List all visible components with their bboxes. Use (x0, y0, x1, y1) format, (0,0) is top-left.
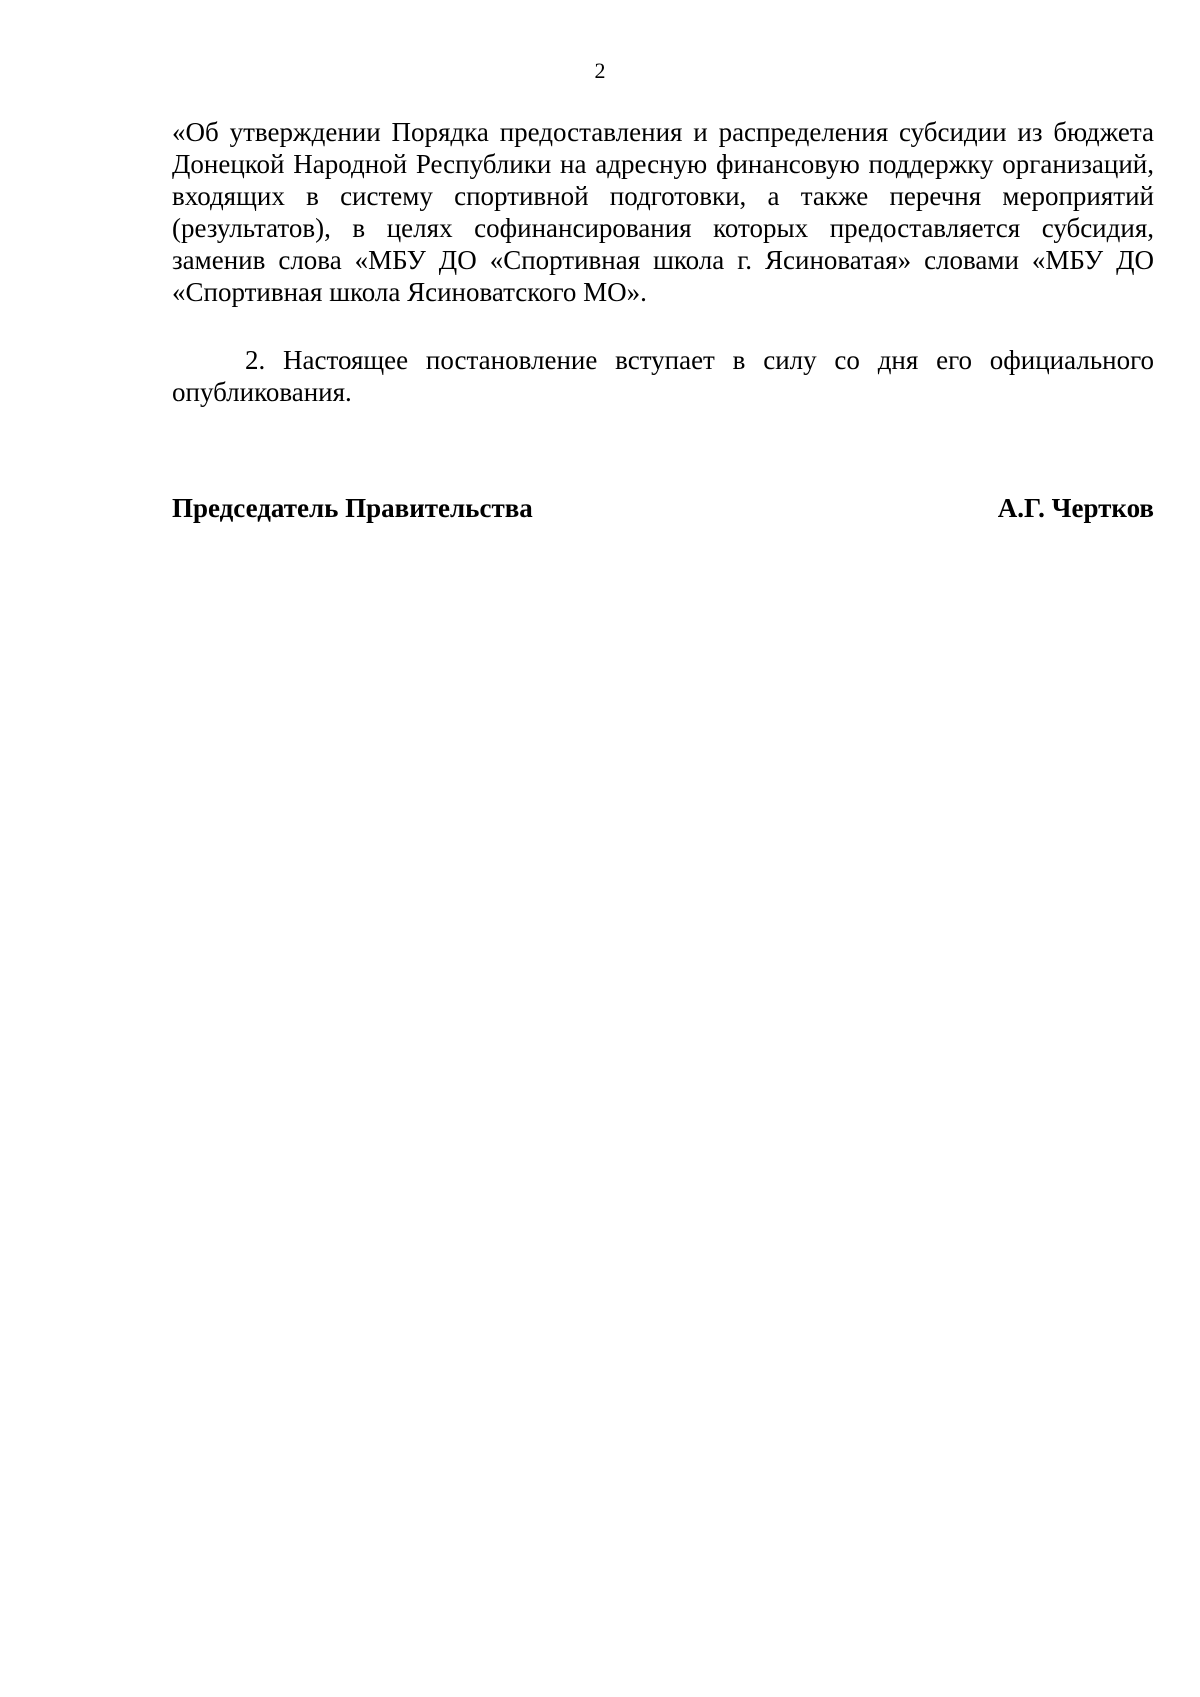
body-paragraph-2-container (172, 344, 1154, 408)
body-paragraph-1-container (172, 116, 1154, 308)
body-paragraph-2: 2. Настоящее постановление вступает в силу со дня его официального опубликования. (172, 345, 1154, 407)
signatory-name: А.Г. Чертков (997, 493, 1154, 523)
page-number: 2 (594, 58, 606, 83)
body-paragraph-1: «Об утверждении Порядка предоставления и распределения субсидии из бюджета Донецкой Народной Республики на адресную финансовую поддержку организаций, входящих в систему спортивной подготовки, а также перечня мероприятий (результатов), в целях софинансирования которых предоставляется субсидия, заменив слова «МБУ ДО «Спортивная школа г. Ясиноватая» словами «МБУ ДО «Спортивная школа Ясиноватского МО». (172, 117, 1154, 307)
signatory-position: Председатель Правительства (172, 493, 533, 523)
signature-block (172, 492, 1154, 524)
